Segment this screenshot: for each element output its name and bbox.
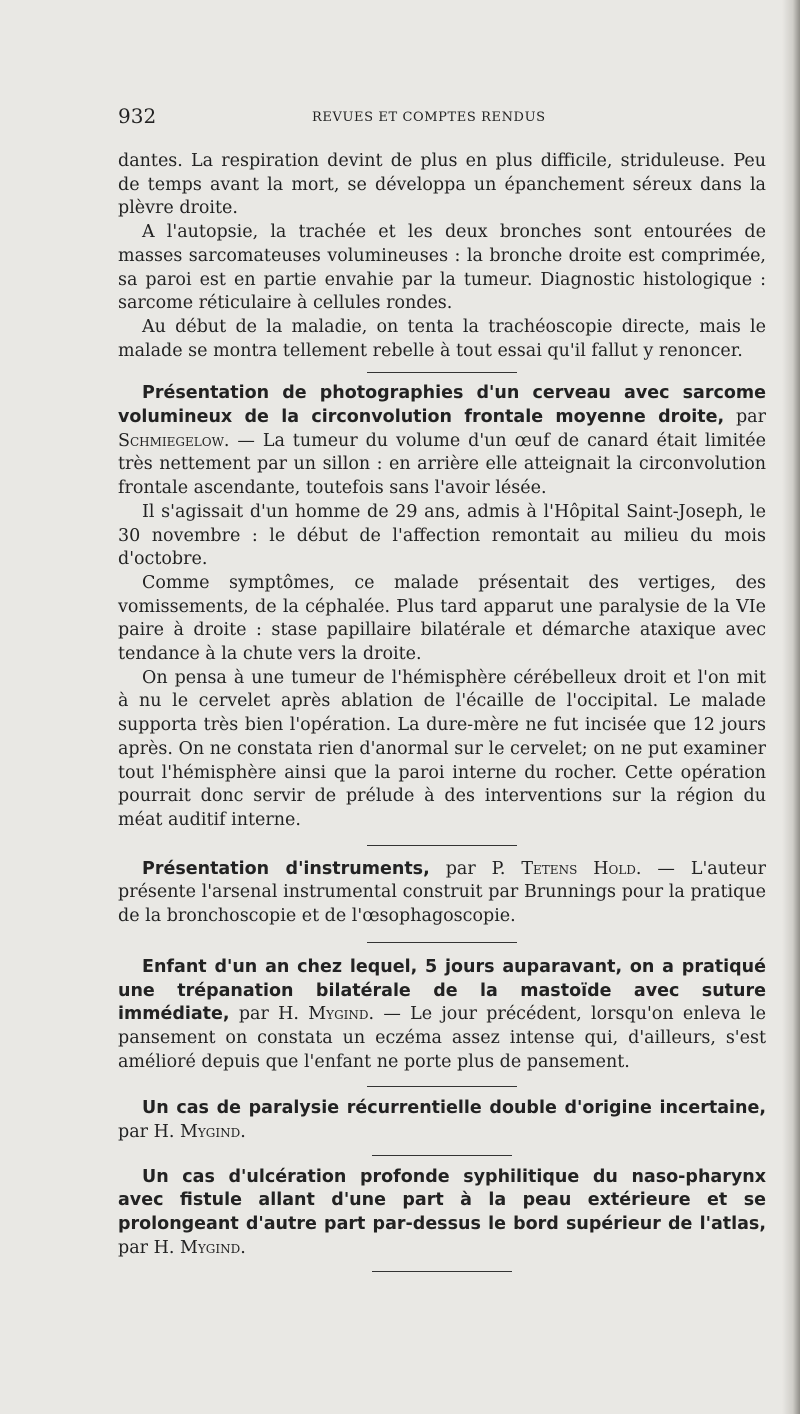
page-header — [118, 104, 758, 128]
section-title: Présentation d'instruments, — [142, 858, 430, 879]
author-name: Mygind — [179, 1237, 241, 1258]
section-divider — [367, 845, 517, 846]
section-divider — [372, 1271, 512, 1272]
section-title: Un cas de paralysie récurrentielle double d'origine incertaine, — [142, 1098, 766, 1119]
paragraph: Il s'agissait d'un homme de 29 ans, admis à l'Hôpital Saint-Joseph, le 30 novembre : le début de l'affection remontait au milieu du mois d'octobre. — [118, 501, 766, 570]
section-title: Présentation de photographies d'un cerveau avec sarcome volumineux de la circonvolution frontale moyenne droite, — [118, 383, 766, 428]
section-divider — [367, 942, 517, 943]
paragraph: dantes. La respiration devint de plus en plus difficile, striduleuse. Peu de temps avant la mort, se développa un épanchement séreux dans la plèvre droite. — [118, 151, 766, 219]
section-divider — [367, 372, 517, 373]
paragraph: A l'autopsie, la trachée et les deux bronches sont entourées de masses sarcomateuses volumineuses : la bronche droite est comprimée, sa paroi est en partie envahie par la tumeur. Diagnostic histologique : sarcome réticulaire à cellules rondes. — [118, 222, 766, 314]
body-text — [118, 150, 766, 1272]
paragraph: Comme symptômes, ce malade présentait des vertiges, des vomissements, de la céphalée. Plus tard apparut une paralysie de la VIe paire à droite : stase papillaire bilatérale et démarche ataxique avec tendance à la chute vers la droite. — [118, 572, 766, 665]
section-heading-instruments: Présentation d'instruments, par P. Tetens Hold. — L'auteur présente l'arsenal instrumental construit par Brunnings pour la pratique de la bronchoscopie et de l'œsophagoscopie. — [118, 858, 767, 927]
author-name: Mygind — [179, 1122, 241, 1143]
section-title: Un cas d'ulcération profonde syphilitique du naso-pharynx avec fistule allant d'une part à la peau extérieure et se prolongeant d'autre part par-dessus le bord supérieur de l'atlas, — [118, 1166, 766, 1235]
section-heading-trepanation: Enfant d'un an chez lequel, 5 jours auparavant, on a pratiqué une trépanation bilatérale de la mastoïde avec suture immédiate, par H. Mygind. — Le jour précédent, lorsqu'on enleva le pansement on constata un eczéma assez intense qui, d'ailleurs, s'est amélioré depuis que l'enfant ne porte plus de pansement. — [118, 956, 766, 1072]
section-title: Enfant d'un an chez lequel, 5 jours auparavant, on a pratiqué une trépanation bilatérale de la mastoïde avec suture immédiate, — [118, 956, 766, 1025]
section-heading-photographies: Présentation de photographies d'un cerveau avec sarcome volumineux de la circonvolution frontale moyenne droite, par Schmiegelow. — La tumeur du volume d'un œuf de canard était limitée très nettement par un sillon : en arrière elle atteignait la circonvolution frontale ascendante, toutefois sans l'avoir lésée. — [118, 383, 766, 499]
running-title: REVUES ET COMPTES RENDUS — [312, 110, 546, 125]
page-number: 932 — [118, 104, 157, 128]
paragraph: Au début de la maladie, on tenta la trachéoscopie directe, mais le malade se montra tellement rebelle à tout essai qu'il fallut y renoncer. — [118, 316, 766, 361]
author-name: Tetens Hold — [521, 858, 636, 879]
paragraph: On pensa à une tumeur de l'hémisphère cérébelleux droit et l'on mit à nu le cervelet après ablation de l'écaille de l'occipital. Le malade supporta très bien l'opération. La dure-mère ne fut incisée que 12 jours après. On ne constata rien d'anormal sur le cervelet; on ne put examiner tout l'hémisphère ainsi que la paroi interne du rocher. Cette opération pourrait donc servir de prélude à des interventions sur la région du méat auditif interne. — [118, 667, 766, 830]
page-edge-shadow — [782, 0, 800, 1414]
author-name: Schmiegelow — [118, 430, 224, 451]
section-divider — [372, 1155, 512, 1156]
section-heading-paralysie: Un cas de paralysie récurrentielle double d'origine incertaine, par H. Mygind. — [118, 1098, 766, 1143]
section-heading-ulceration: Un cas d'ulcération profonde syphilitique du naso-pharynx avec fistule allant d'une part à la peau extérieure et se prolongeant d'autre part par-dessus le bord supérieur de l'atlas, par H. Mygind. — [118, 1166, 766, 1258]
author-name: Mygind — [308, 1004, 369, 1025]
section-divider — [367, 1086, 517, 1087]
